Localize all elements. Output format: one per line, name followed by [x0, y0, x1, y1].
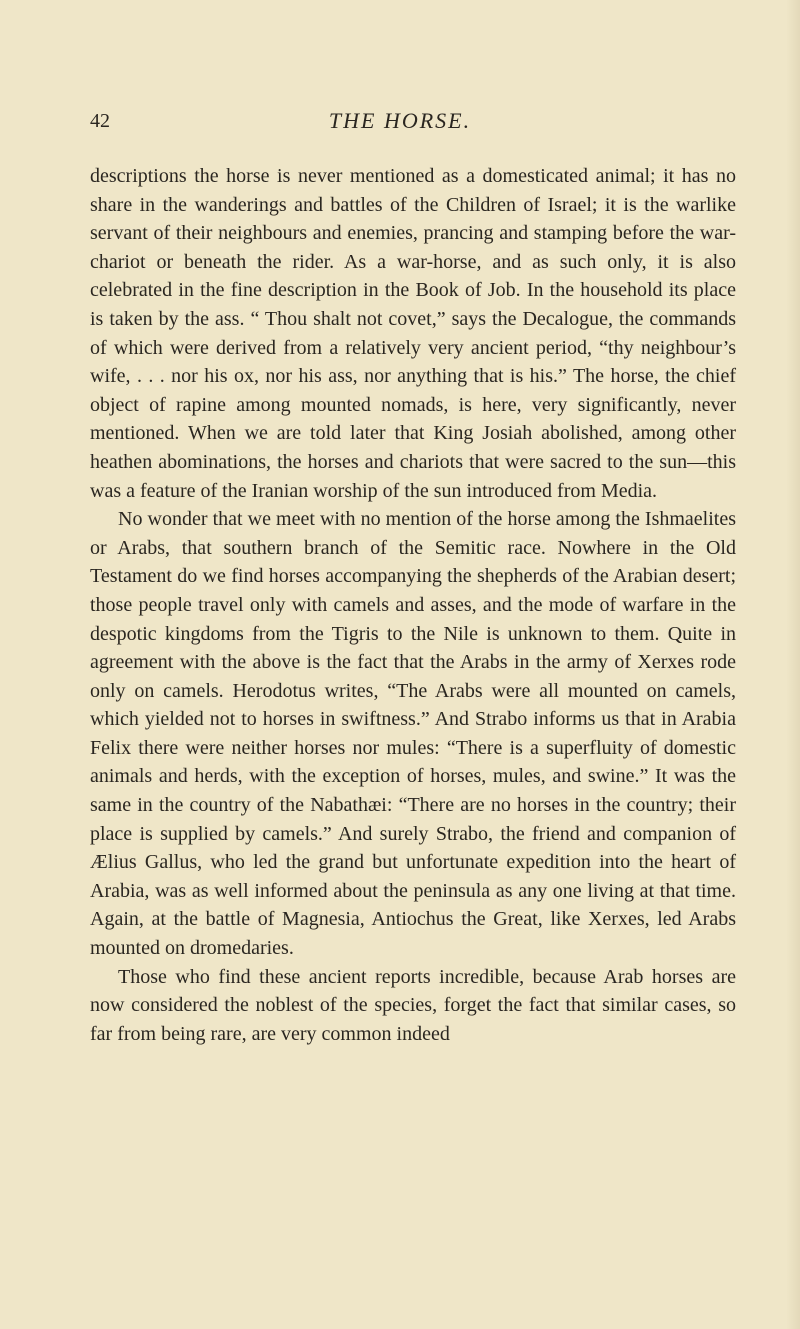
page-number: 42 — [90, 110, 110, 132]
running-title: THE HORSE. — [328, 108, 472, 133]
paragraph-1: descriptions the horse is never mentioned as a domesticated animal; it has no share in the wanderings and battles of the Children of Israel; it is the warlike servant of their neighbours and enemies, prancing and stamping before the war-chariot or beneath the rider. As a war-horse, and as such only, it is also celebrated in the fine description in the Book of Job. In the household its place is taken by the ass. “ Thou shalt not covet,” says the Decalogue, the commands of which were derived from a relatively very ancient period, “thy neighbour’s wife, . . . nor his ox, nor his ass, nor anything that is his.” The horse, the chief object of rapine among mounted nomads, is here, very significantly, never mentioned. When we are told later that King Josiah abolished, among other heathen abominations, the horses and chariots that were sacred to the sun—this was a feature of the Iranian worship of the sun introduced from Media. — [90, 165, 736, 502]
page-header — [0, 104, 800, 138]
paragraph-3: Those who find these ancient reports incredible, because Arab horses are now considered the noblest of the species, forget the fact that similar cases, so far from being rare, are very common indeed — [90, 965, 736, 1045]
paragraph-2: No wonder that we meet with no mention of the horse among the Ishmaelites or Arabs, that southern branch of the Semitic race. Nowhere in the Old Testament do we find horses accompanying the shepherds of the Arabian desert; those people travel only with camels and asses, and the mode of warfare in the despotic kingdoms from the Tigris to the Nile is unknown to them. Quite in agreement with the above is the fact that the Arabs in the army of Xerxes rode only on camels. Herodotus writes, “The Arabs were all mounted on camels, which yielded not to horses in swiftness.” And Strabo informs us that in Arabia Felix there were neither horses nor mules: “There is a superfluity of domestic animals and herds, with the exception of horses, mules, and swine.” It was the same in the country of the Nabathæi: “There are no horses in the country; their place is supplied by camels.” And surely Strabo, the friend and companion of Ælius Gallus, who led the grand but unfortunate expedition into the heart of Arabia, was as well informed about the peninsula as any one living at that time. Again, at the battle of Magnesia, Antiochus the Great, like Xerxes, led Arabs mounted on dromedaries. — [90, 508, 736, 960]
body-text — [90, 162, 736, 1048]
page-edge-shadow — [786, 0, 800, 1329]
